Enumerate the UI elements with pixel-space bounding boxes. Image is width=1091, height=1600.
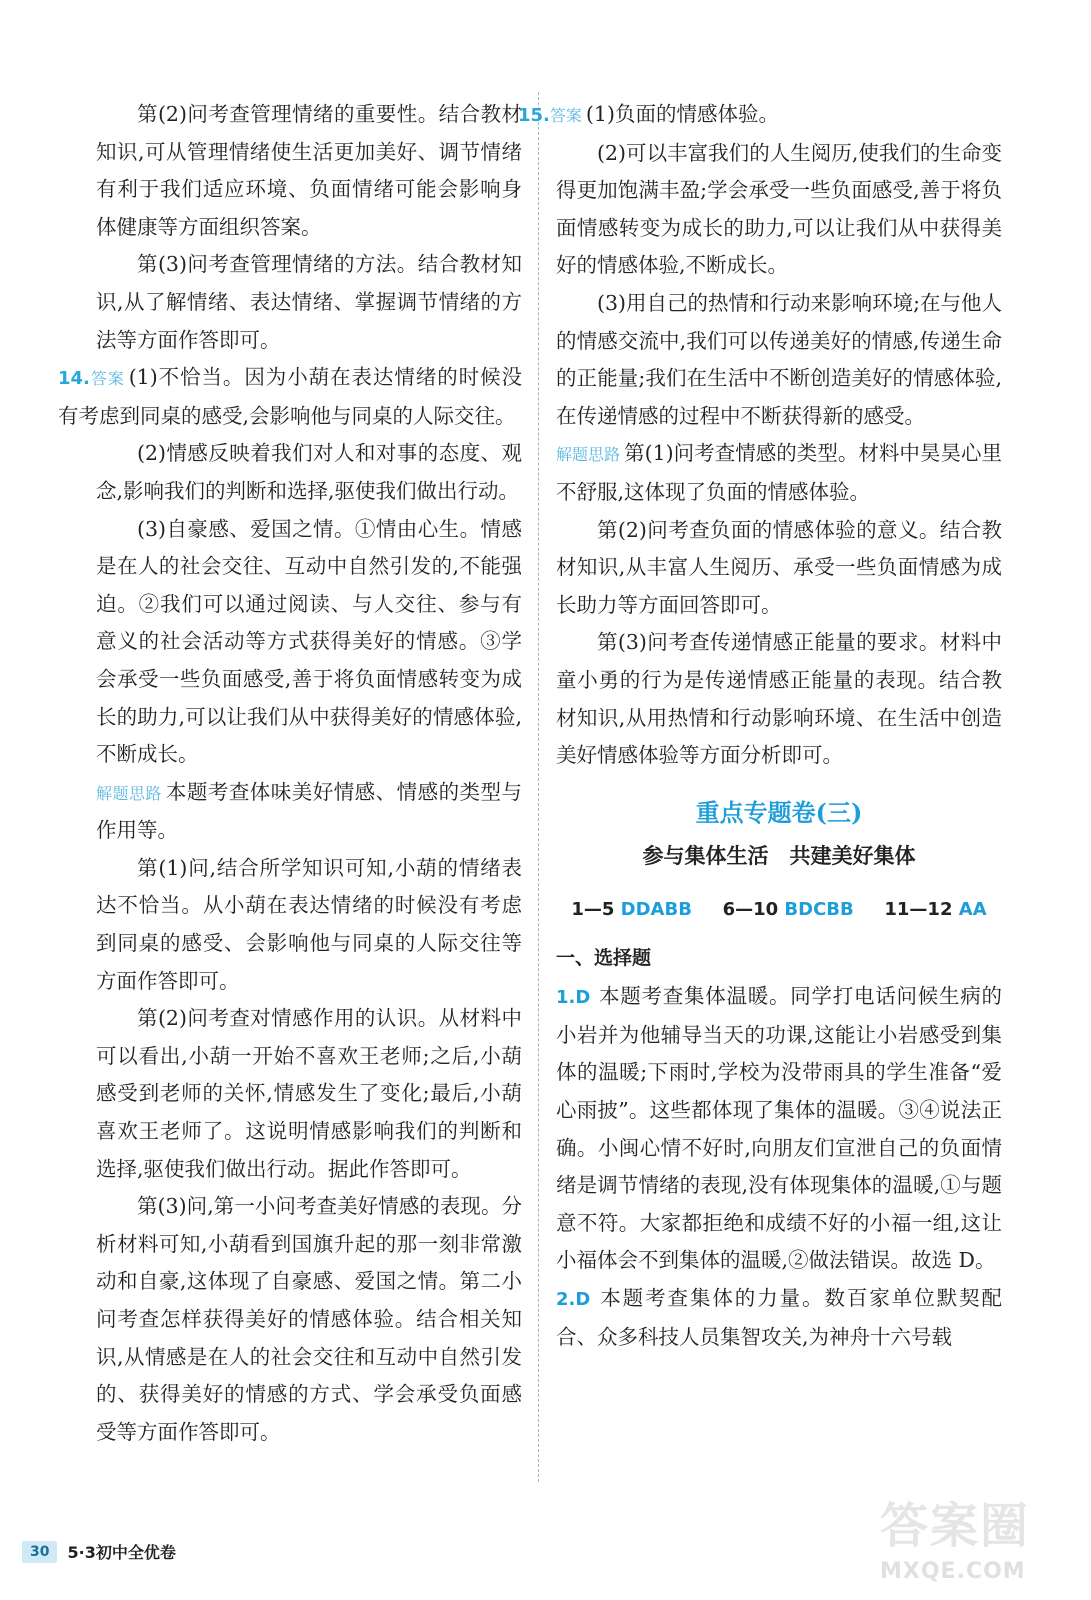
answer-tag: 答案 bbox=[549, 106, 582, 125]
mc-explanation-2 bbox=[556, 1280, 1002, 1356]
answer-group bbox=[723, 891, 854, 929]
question-15-answer bbox=[518, 96, 1002, 135]
paragraph: 第(3)问考查传递情感正能量的要求。材料中童小勇的行为是传递情感正能量的表现。结合教材知识,从用热情和行动影响环境、在生活中创造美好情感体验等方面分析即可。 bbox=[556, 630, 1002, 768]
paragraph: 第(2)问考查管理情绪的重要性。结合教材知识,可从管理情绪使生活更加美好、调节情绪有利于我们适应环境、负面情绪可能会影响身体健康等方面组织答案。 bbox=[96, 102, 522, 239]
paragraph: (3)用自己的热情和行动来影响环境;在与他人的情感交流中,我们可以传递美好的情感,传递生命的正能量;我们在生活中不断创造美好的情感体验,在传递情感的过程中不断获得新的感受。 bbox=[556, 290, 1002, 428]
paragraph: (2)可以丰富我们的人生阅历,使我们的生命变得更加饱满丰盈;学会承受一些负面感受,善于将负面情感转变为成长的助力,可以让我们从中获得美好的情感体验,不断成长。 bbox=[556, 140, 1002, 278]
mc-label: 2.D bbox=[556, 1289, 591, 1311]
solution-hint bbox=[556, 435, 1002, 511]
question-number: 14. bbox=[58, 368, 90, 390]
watermark-logo: 答案圈 bbox=[880, 1498, 1031, 1554]
answer-letters: AA bbox=[958, 898, 987, 920]
answer-range: 6—10 bbox=[722, 898, 779, 920]
page-footer bbox=[22, 1540, 176, 1563]
answer-letters: DDABB bbox=[620, 898, 692, 920]
answer-range: 1—5 bbox=[571, 898, 615, 920]
answer-letters: BDCBB bbox=[784, 898, 854, 920]
answer-key bbox=[556, 891, 1002, 929]
answer-text: (1)不恰当。因为小葫在表达情绪的时候没有考虑到同桌的感受,会影响他与同桌的人际交往。 bbox=[58, 365, 522, 428]
paragraph: 第(3)问,第一小问考查美好情感的表现。分析材料可知,小葫看到国旗升起的那一刻非常激动和自豪,这体现了自豪感、爱国之情。第二小问考查怎样获得美好的情感体验。结合相关知识,从情感是在人的社会交往和互动中自然引发的、获得美好的情感的方式、学会承受负面感受等方面作答即可。 bbox=[96, 1194, 522, 1444]
paragraph: 第(3)问考查管理情绪的方法。结合教材知识,从了解情绪、表达情绪、掌握调节情绪的方法等方面作答即可。 bbox=[96, 252, 522, 352]
watermark bbox=[880, 1495, 1085, 1595]
mc-text: 本题考查集体的力量。数百家单位默契配合、众多科技人员集智攻关,为神舟十六号载 bbox=[556, 1286, 1002, 1349]
paragraph: 第(1)问,结合所学知识可知,小葫的情绪表达不恰当。从小葫在表达情绪的时候没有考虑到同桌的感受、会影响他与同桌的人际交往等方面作答即可。 bbox=[96, 855, 522, 993]
answer-group bbox=[884, 891, 986, 929]
solution-text: 第(1)问考查情感的类型。材料中昊昊心里不舒服,这体现了负面的情感体验。 bbox=[556, 441, 1002, 504]
section-title: 重点专题卷(三) bbox=[695, 797, 863, 827]
answer-text: (1)负面的情感体验。 bbox=[585, 102, 779, 126]
answer-range: 11—12 bbox=[884, 898, 953, 920]
answer-group bbox=[571, 891, 692, 929]
solution-hint bbox=[96, 774, 522, 850]
part-heading: 一、选择题 bbox=[556, 947, 652, 970]
solution-tag: 解题思路 bbox=[96, 783, 162, 803]
mc-label: 1.D bbox=[556, 987, 591, 1009]
mc-explanation-1 bbox=[556, 978, 1002, 1280]
solution-text: 本题考查体味美好情感、情感的类型与作用等。 bbox=[96, 779, 522, 843]
right-column bbox=[518, 96, 1002, 1356]
brand-name: 5·3初中全优卷 bbox=[67, 1543, 176, 1562]
paragraph: 第(2)问考查对情感作用的认识。从材料中可以看出,小葫一开始不喜欢王老师;之后,小葫感受到老师的关怀,情感发生了变化;最后,小葫喜欢王老师了。这说明情感影响我们的判断和选择,驱使我们做出行动。据此作答即可。 bbox=[96, 1006, 522, 1181]
question-14-answer bbox=[58, 359, 522, 435]
page-number: 30 bbox=[22, 1541, 57, 1563]
question-number: 15. bbox=[518, 105, 550, 126]
watermark-url: MXQE.COM bbox=[880, 1559, 1026, 1584]
paragraph: (3)自豪感、爱国之情。①情由心生。情感是在人的社会交往、互动中自然引发的,不能强迫。②我们可以通过阅读、与人交往、参与有意义的社会活动等方式获得美好的情感。③学会承受一些负面感受,善于将负面情感转变为成长的助力,可以让我们从中获得美好的情感体验,不断成长。 bbox=[96, 516, 522, 767]
solution-tag: 解题思路 bbox=[556, 445, 621, 465]
paragraph: 第(2)问考查负面的情感体验的意义。结合教材知识,从丰富人生阅历、承受一些负面情感为成长助力等方面回答即可。 bbox=[556, 517, 1002, 617]
section-subtitle: 参与集体生活 共建美好集体 bbox=[642, 843, 916, 868]
mc-text: 本题考查集体温暖。同学打电话问候生病的小岩并为他辅导当天的功课,这能让小岩感受到集体的温暖;下雨时,学校为没带雨具的学生准备“爱心雨披”。这些都体现了集体的温暖。③④说法正确。小闽心情不好时,向朋友们宣泄自己的负面情绪是调节情绪的表现,没有体现集体的温暖,①与题意不符。大家都拒绝和成绩不好的小福一组,这让小福体会不到集体的温暖,②做法错误。故选 D。 bbox=[556, 984, 1002, 1273]
answer-tag: 答案 bbox=[89, 369, 125, 389]
left-column bbox=[58, 96, 522, 1451]
column-divider bbox=[538, 92, 539, 1482]
paragraph: (2)情感反映着我们对人和对事的态度、观念,影响我们的判断和选择,驱使我们做出行动。 bbox=[96, 441, 522, 503]
